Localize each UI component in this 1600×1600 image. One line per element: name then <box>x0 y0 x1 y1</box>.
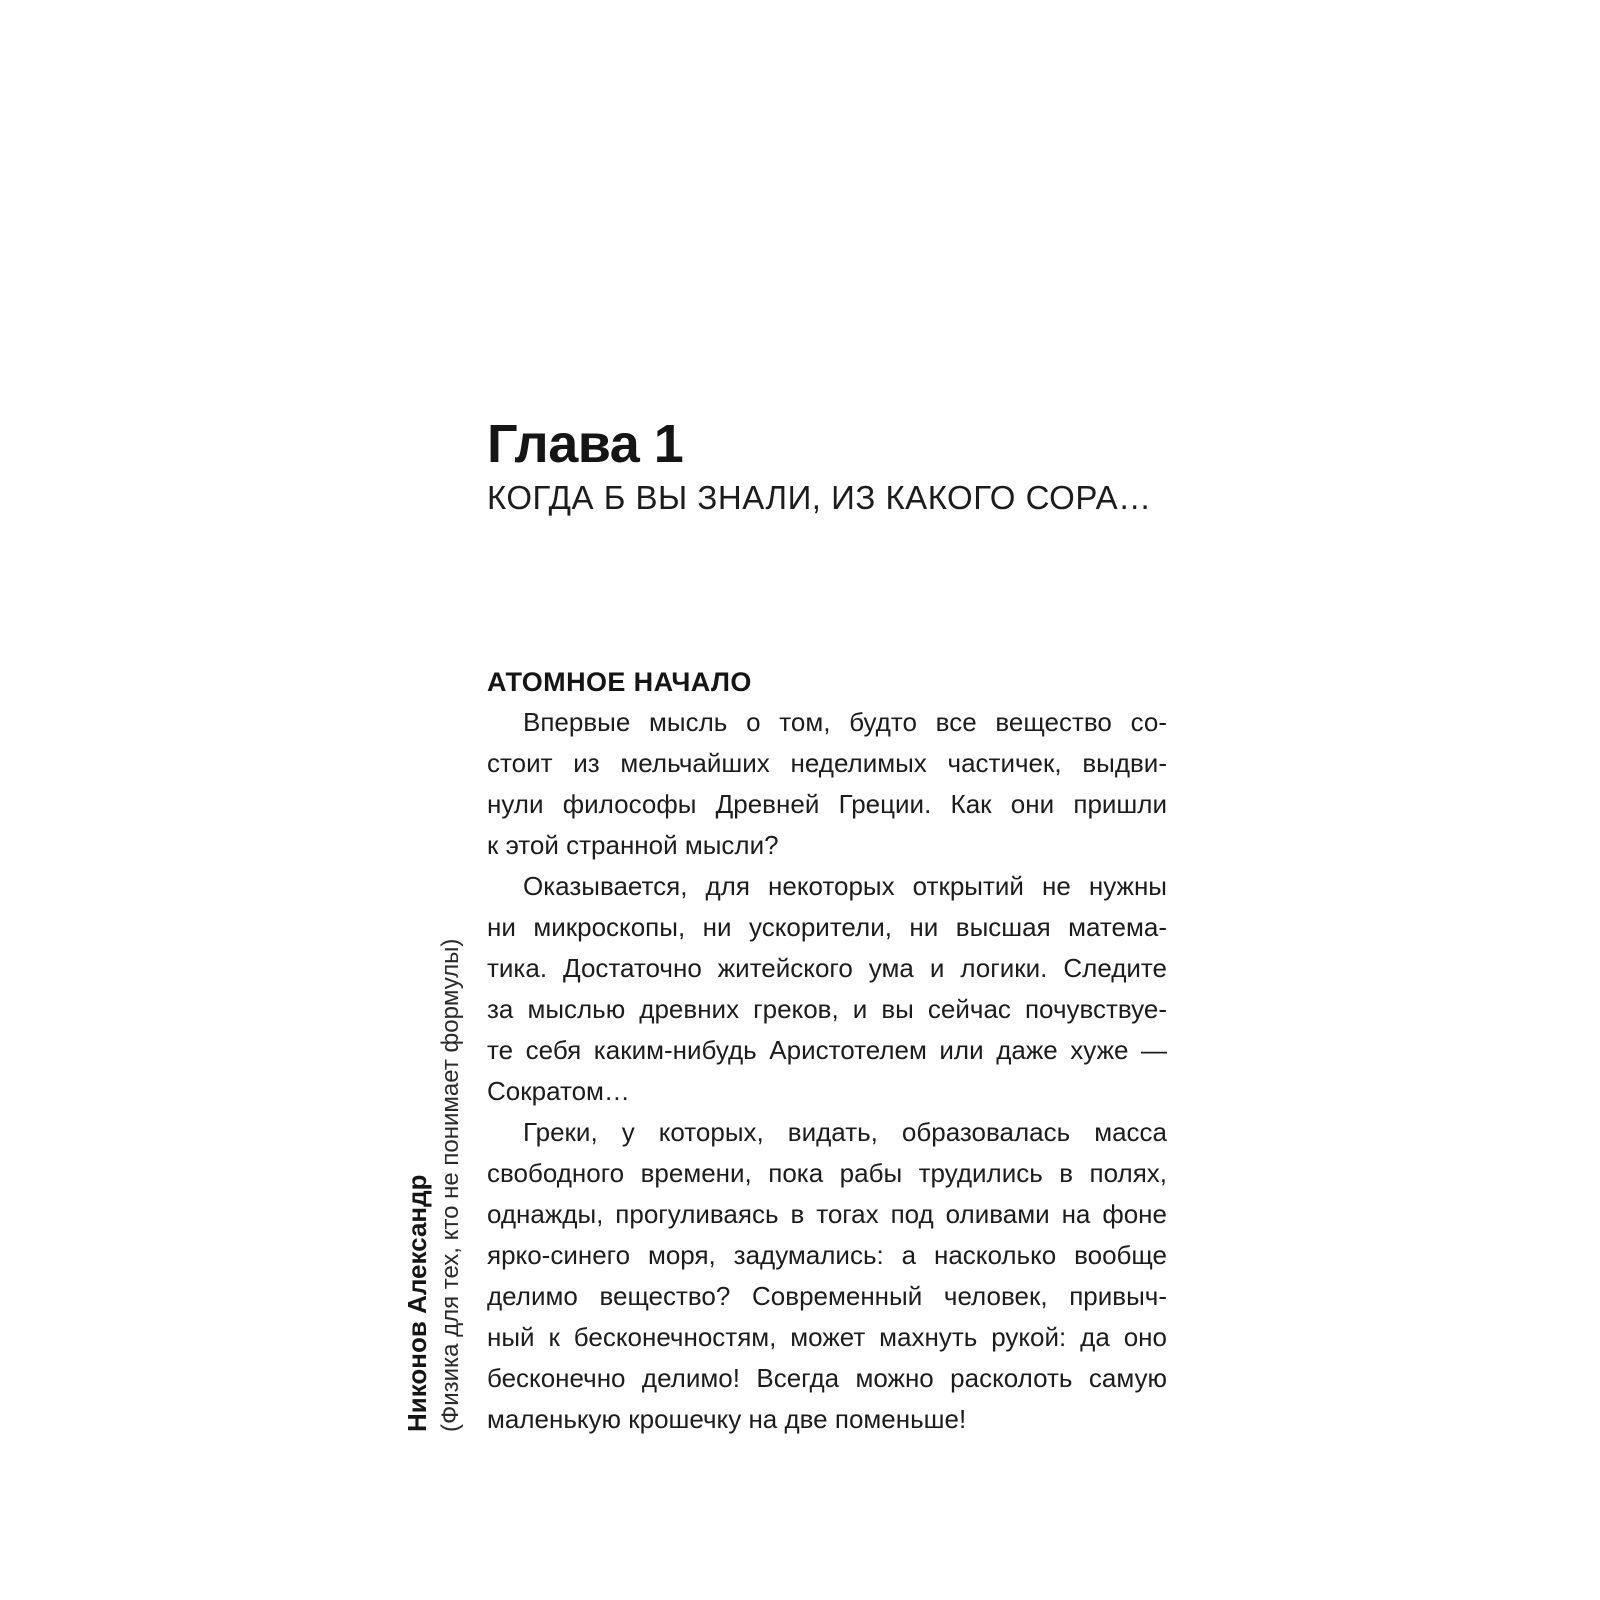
text-line: бесконечно делимо! Всегда можно расколоть самую <box>487 1363 1167 1393</box>
text-line: ярко-синего моря, задумались: а насколько вообще <box>487 1240 1167 1270</box>
text-line: Впервые мысль о том, будто все вещество со- <box>523 707 1167 737</box>
text-line: Сократом… <box>487 1076 630 1106</box>
body-text <box>487 702 1167 1440</box>
text-line: ни микроскопы, ни ускорители, ни высшая матема- <box>487 912 1167 942</box>
text-line: те себя каким-нибудь Аристотелем или даже хуже — <box>487 1035 1167 1065</box>
text-line: нули философы Древней Греции. Как они пришли <box>487 789 1167 819</box>
chapter-heading-block <box>487 416 1207 517</box>
section-heading: АТОМНОЕ НАЧАЛО <box>487 667 752 697</box>
spine-caption <box>401 939 468 1432</box>
text-line: свободного времени, пока рабы трудились в полях, <box>487 1158 1167 1188</box>
text-line: ный к бесконечностям, может махнуть рукой: да оно <box>487 1322 1167 1352</box>
text-line: маленькую крошечку на две поменьше! <box>487 1404 967 1434</box>
text-line: Оказывается, для некоторых открытий не нужны <box>523 871 1167 901</box>
text-line: к этой странной мысли? <box>487 830 779 860</box>
chapter-subtitle: КОГДА Б ВЫ ЗНАЛИ, ИЗ КАКОГО СОРА… <box>487 479 1152 516</box>
book-series-title: (Физика для тех, кто не понимает формулы) <box>437 938 464 1432</box>
text-line: однажды, прогуливаясь в тогах под оливами на фоне <box>487 1199 1167 1229</box>
text-line: делимо вещество? Современный человек, привыч- <box>487 1281 1167 1311</box>
text-line: за мыслью древних греков, и вы сейчас почувствуе- <box>487 994 1167 1024</box>
text-line: стоит из мельчайших неделимых частичек, выдви- <box>487 748 1167 778</box>
chapter-title: Глава 1 <box>487 414 684 474</box>
author-name: Никонов Александр <box>402 1174 432 1432</box>
text-line: Греки, у которых, видать, образовалась масса <box>523 1117 1167 1147</box>
text-line: тика. Достаточно житейского ума и логики. Следите <box>487 953 1167 983</box>
